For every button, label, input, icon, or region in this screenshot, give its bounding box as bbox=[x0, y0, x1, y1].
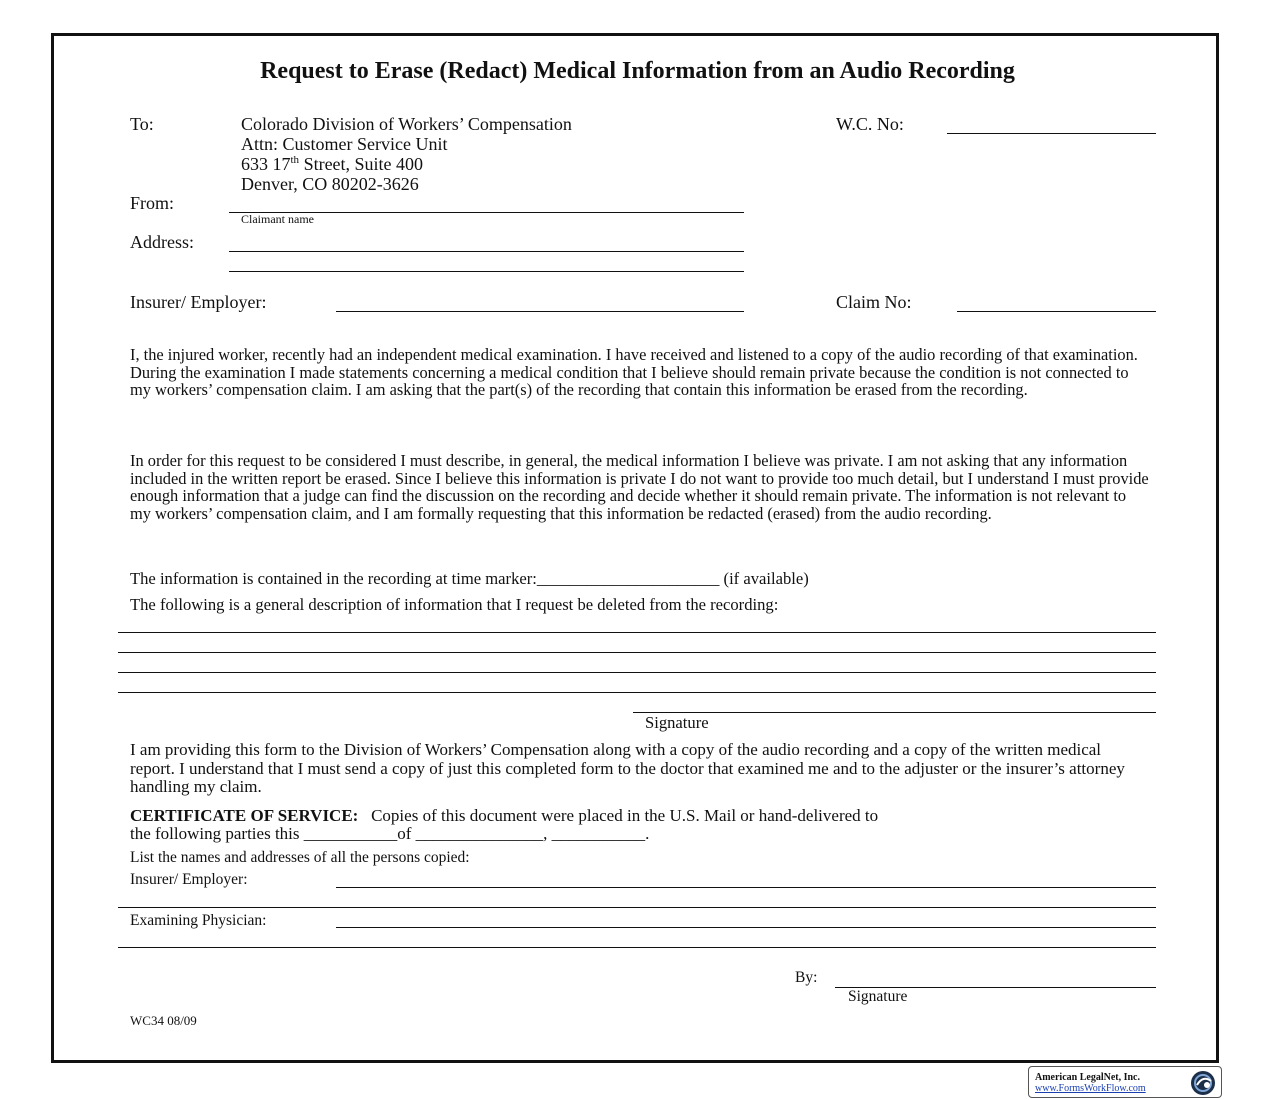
claim-no-field[interactable] bbox=[957, 311, 1156, 312]
company-url-link[interactable]: www.FormsWorkFlow.com bbox=[1035, 1083, 1146, 1094]
copied-insurer-label: Insurer/ Employer: bbox=[130, 871, 248, 888]
description-line-4[interactable] bbox=[118, 692, 1156, 693]
from-label: From: bbox=[130, 193, 175, 213]
copied-insurer-field-2[interactable] bbox=[118, 907, 1156, 908]
examining-physician-field-2[interactable] bbox=[118, 947, 1156, 948]
to-line-attn: Attn: Customer Service Unit bbox=[241, 134, 448, 154]
to-line-street: 633 17th Street, Suite 400 bbox=[241, 154, 424, 174]
claimant-signature-field[interactable] bbox=[633, 712, 1156, 713]
form-id: WC34 08/09 bbox=[130, 1013, 197, 1028]
paragraph-2: In order for this request to be considered I must describe, in general, the medical information I believe was private. I am not asking that any information included in the written report be erased. Since I believe this information is private I do not want to provide too much detail, but I understand I must provide enough information that a judge can find the discussion on the recording and decide whether it should remain private. The information is not relevant to my workers’ compensation claim, and I am formally requesting that this information be redacted (erased) from the audio recording. bbox=[130, 451, 1149, 523]
form-title: Request to Erase (Redact) Medical Information from an Audio Recording bbox=[260, 58, 1015, 84]
wc-no-label: W.C. No: bbox=[836, 114, 904, 134]
certificate-heading: CERTIFICATE OF SERVICE: bbox=[130, 806, 359, 825]
description-line-3[interactable] bbox=[118, 672, 1156, 673]
description-prompt: The following is a general description of information that I request be deleted from the recording: bbox=[130, 595, 779, 614]
time-marker-line: The information is contained in the recording at time marker:______________________ (if available) bbox=[130, 569, 809, 588]
address-field-line-1[interactable] bbox=[229, 251, 744, 252]
address-field-line-2[interactable] bbox=[229, 271, 744, 272]
company-name: American LegalNet, Inc. bbox=[1035, 1072, 1140, 1083]
by-label: By: bbox=[795, 969, 818, 986]
insurer-employer-field[interactable] bbox=[336, 311, 744, 312]
examining-physician-field-1[interactable] bbox=[336, 927, 1156, 928]
paragraph-1: I, the injured worker, recently had an independent medical examination. I have received and listened to a copy of the audio recording of that examination. During the examination I made statements concerning a medical condition that I believe should remain private because the condition is not connected to my workers’ compensation claim. I am asking that the part(s) of the recording that contain this information be erased from the recording. bbox=[130, 345, 1138, 400]
description-line-1[interactable] bbox=[118, 632, 1156, 633]
certificate-line-1: CERTIFICATE OF SERVICE: Copies of this document were placed in the U.S. Mail or hand-delivered to bbox=[130, 806, 879, 825]
to-label: To: bbox=[130, 114, 154, 134]
to-line-division: Colorado Division of Workers’ Compensation bbox=[241, 114, 572, 134]
paragraph-3: I am providing this form to the Division of Workers’ Compensation along with a copy of the audio recording and a copy of the written medical report. I understand that I must send a copy of just this completed form to the doctor that examined me and to the adjuster or the insurer’s attorney handling my claim. bbox=[130, 740, 1125, 796]
form-border bbox=[51, 33, 1219, 1063]
address-label: Address: bbox=[130, 232, 194, 252]
to-line-city: Denver, CO 80202-3626 bbox=[241, 174, 419, 194]
copied-list-prompt: List the names and addresses of all the persons copied: bbox=[130, 849, 470, 866]
american-legalnet-badge[interactable] bbox=[1028, 1066, 1222, 1098]
description-line-2[interactable] bbox=[118, 652, 1156, 653]
claimant-signature-caption: Signature bbox=[645, 713, 709, 732]
claim-no-label: Claim No: bbox=[836, 292, 912, 312]
copied-insurer-field-1[interactable] bbox=[336, 887, 1156, 888]
globe-logo-icon bbox=[1189, 1069, 1217, 1097]
certificate-line-2: the following parties this ___________of _______________, ___________. bbox=[130, 824, 650, 843]
server-signature-caption: Signature bbox=[848, 988, 908, 1005]
claimant-name-caption: Claimant name bbox=[241, 212, 314, 226]
insurer-employer-label: Insurer/ Employer: bbox=[130, 292, 267, 312]
examining-physician-label: Examining Physician: bbox=[130, 912, 267, 929]
wc-no-field[interactable] bbox=[947, 133, 1156, 134]
